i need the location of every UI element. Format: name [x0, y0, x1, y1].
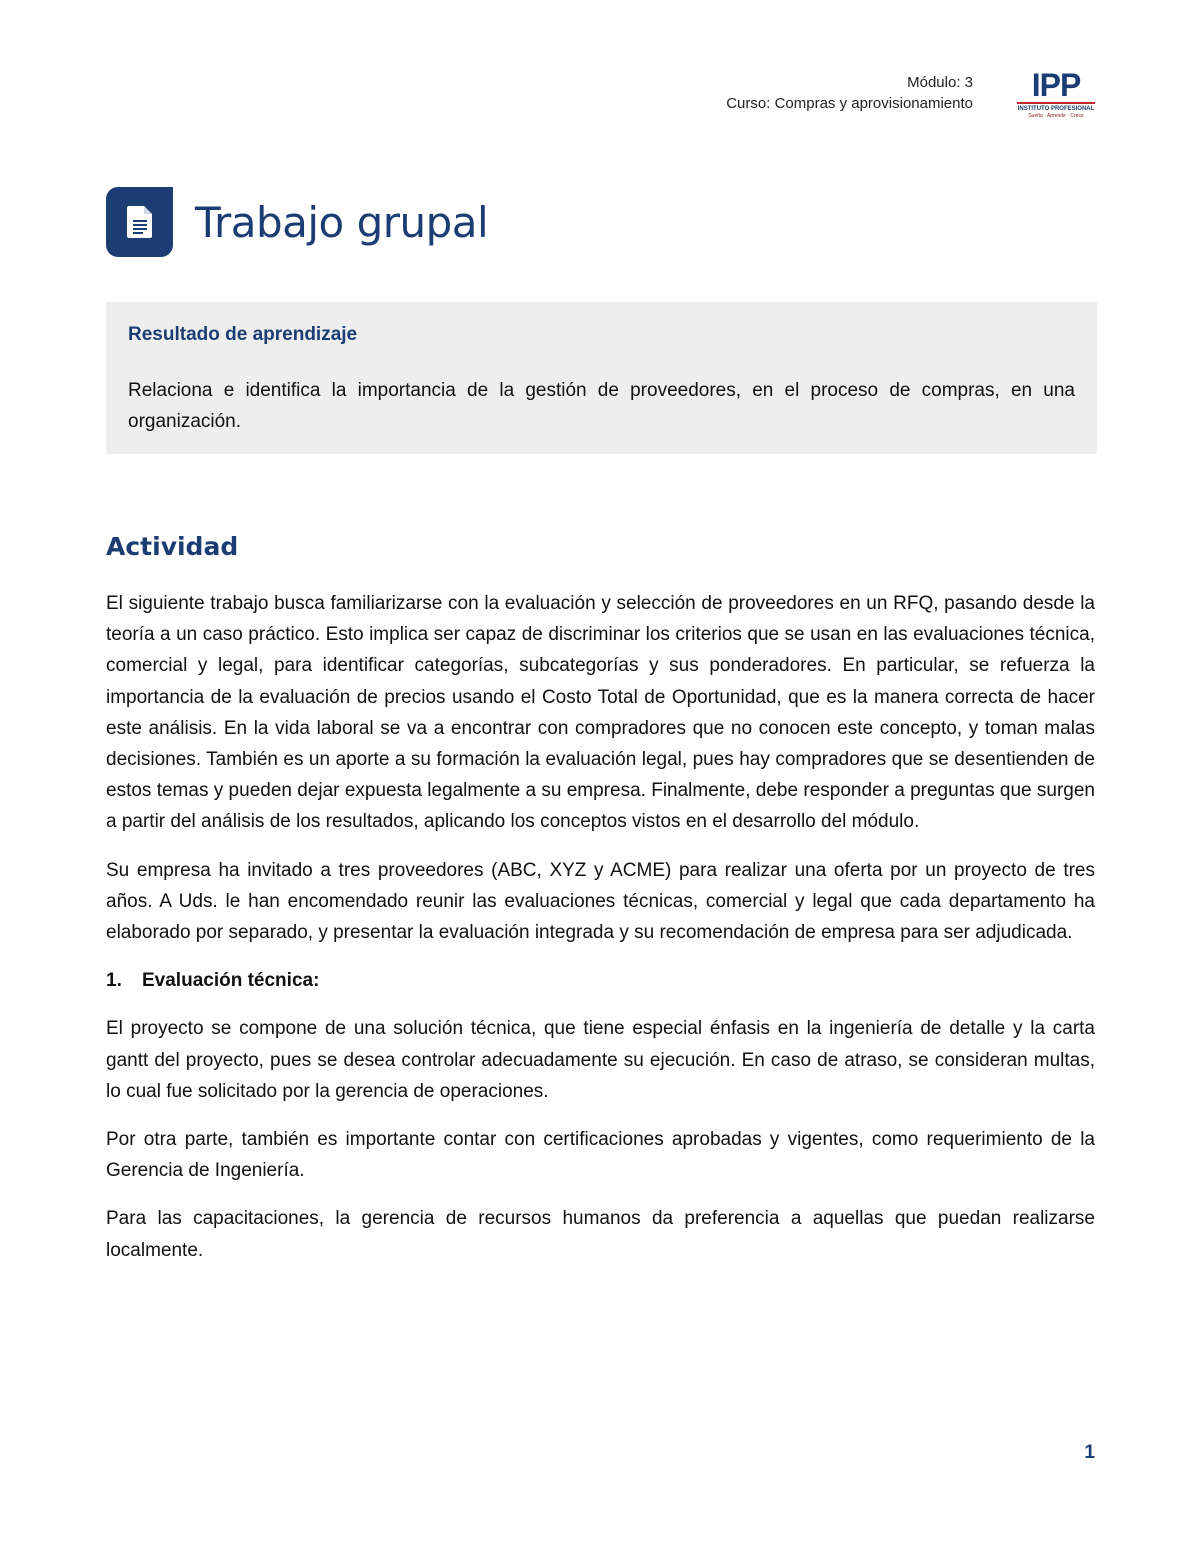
logo-subtitle: INSTITUTO PROFESIONAL — [1017, 102, 1095, 113]
paragraph: El proyecto se compone de una solución técnica, que tiene especial énfasis en la ingeniería de detalle y la carta gantt del proyecto, pues se desea controlar adecuadamente su ejecución. En caso de atraso, se consideran multas, lo cual fue solicitado por la gerencia de operaciones. — [106, 1018, 1095, 1102]
page-number: 1 — [1084, 1442, 1095, 1463]
page-header — [675, 67, 1095, 130]
module-label: Módulo: 3 — [907, 74, 973, 91]
course-label: Curso: Compras y aprovisionamiento — [726, 95, 973, 112]
list-number: 1. — [106, 970, 122, 992]
learning-outcome-text: Relaciona e identifica la importancia de la gestión de proveedores, en el proceso de compras, en una organización. — [128, 380, 1075, 432]
numbered-heading-technical-evaluation — [106, 965, 1095, 996]
ipp-logo — [1017, 67, 1095, 122]
logo-tagline: Sueña · Aprende · Crece — [1028, 113, 1084, 119]
learning-outcome-box — [106, 302, 1097, 454]
header-text — [726, 72, 973, 114]
page-title: Trabajo grupal — [195, 197, 489, 247]
paragraph: Para las capacitaciones, la gerencia de recursos humanos da preferencia a aquellas que puedan realizarse localmente. — [106, 1208, 1095, 1261]
paragraph: Por otra parte, también es importante contar con certificaciones aprobadas y vigentes, como requerimiento de la Gerencia de Ingeniería. — [106, 1129, 1095, 1182]
page-title-row — [106, 187, 488, 257]
logo-mark: IPP — [1031, 67, 1081, 103]
list-heading: Evaluación técnica: — [142, 970, 320, 992]
paragraph: El siguiente trabajo busca familiarizarse con la evaluación y selección de proveedores en un RFQ, pasando desde la teoría a un caso práctico. Esto implica ser capaz de discriminar los criterios que se usan en las evaluaciones técnica, comercial y legal, para identificar categorías, subcategorías y sus ponderadores. En particular, se refuerza la importancia de la evaluación de precios usando el Costo Total de Oportunidad, que es la manera correcta de hacer este análisis. En la vida laboral se va a encontrar con compradores que no conocen este concepto, y toman malas decisiones. También es un aporte a su formación la evaluación legal, pues hay compradores que se desentienden de estos temas y pueden dejar expuesta legalmente a su empresa. Finalmente, debe responder a preguntas que surgen a partir del análisis de los resultados, aplicando los conceptos vistos en el desarrollo del módulo. — [106, 593, 1095, 833]
activity-heading: Actividad — [106, 532, 239, 561]
paragraph: Su empresa ha invitado a tres proveedores (ABC, XYZ y ACME) para realizar una oferta por un proyecto de tres años. A Uds. le han encomendado reunir las evaluaciones técnicas, comercial y legal que cada departamento ha elaborado por separado, y presentar la evaluación integrada y su recomendación de empresa para ser adjudicada. — [106, 859, 1095, 944]
document-icon — [106, 187, 173, 257]
learning-outcome-heading: Resultado de aprendizaje — [128, 324, 358, 345]
activity-body — [106, 588, 1095, 1283]
